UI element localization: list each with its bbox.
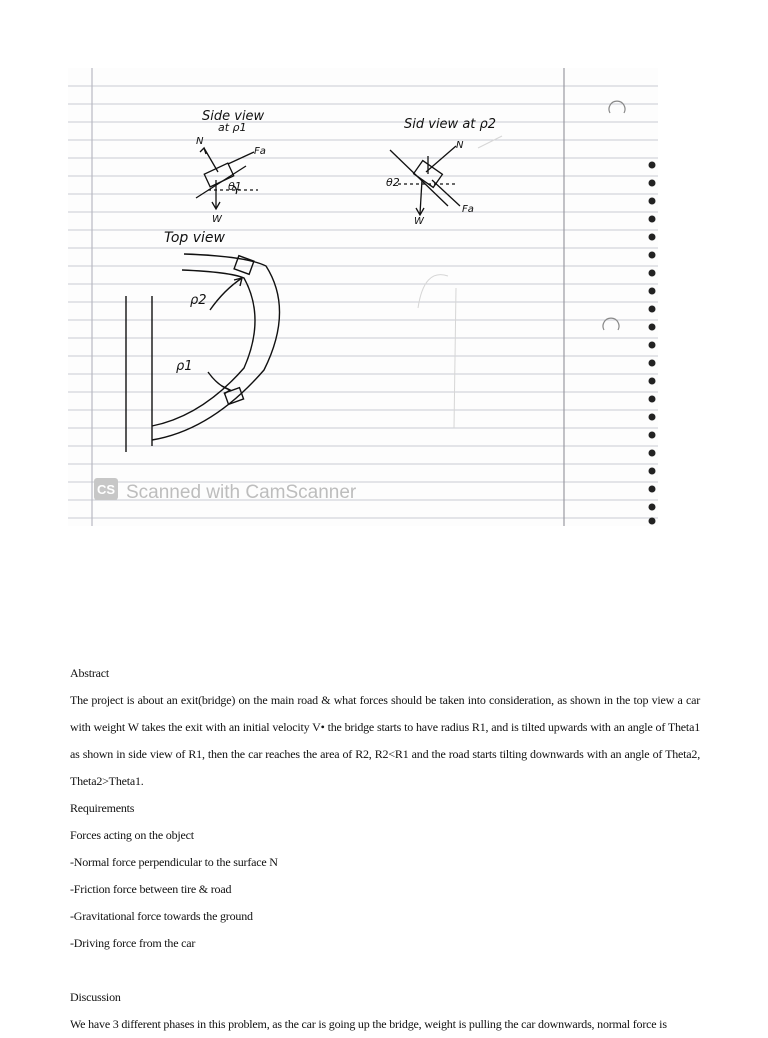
ruled-lines xyxy=(68,86,658,518)
scanned-notebook-page xyxy=(68,68,658,526)
side-view-2-label: Sid view at ρ2 xyxy=(404,117,497,132)
force-item-normal: -Normal force perpendicular to the surface N xyxy=(70,855,278,869)
side-view-1-sublabel: at ρ1 xyxy=(218,121,247,134)
side-view-2-sketch xyxy=(386,117,496,227)
theta1-label: θ1 xyxy=(228,180,242,193)
theta2-label: θ2 xyxy=(386,176,400,189)
force-item-gravity: -Gravitational force towards the ground xyxy=(70,909,253,923)
binding-holes xyxy=(603,101,625,330)
side-view-1-sketch xyxy=(196,109,266,225)
abstract-paragraph: The project is about an exit(bridge) on the main road & what forces should be taken into consideration, as shown in the top view a car with weight W takes the exit with an initial velocity V• the bridge starts to have radius R1, and is tilted upwards with an angle of Theta1 as shown in side view of R1, then the car reaches the area of R2, R2<R1 and the road starts tilting downwards with an angle of Theta2, Theta2>Theta1. xyxy=(70,693,700,788)
top-view-sketch xyxy=(126,230,280,452)
camscanner-watermark xyxy=(94,478,357,503)
fa-label-2: Fa xyxy=(462,204,474,215)
force-item-driving: -Driving force from the car xyxy=(70,936,196,950)
spiral-binding xyxy=(649,162,656,525)
w-label-1: W xyxy=(212,214,222,225)
paragraph-spacer xyxy=(70,957,700,984)
requirements-heading: Requirements xyxy=(70,801,135,815)
fa-label-1: Fa xyxy=(254,146,266,157)
n-label-2: N xyxy=(456,140,464,151)
discussion-paragraph: We have 3 different phases in this problem, as the car is going up the bridge, weight is pulling the car downwards, normal force is xyxy=(70,1017,667,1031)
n-label-1: N xyxy=(196,136,204,147)
faint-marks xyxy=(418,136,502,428)
rho2-label: ρ2 xyxy=(190,293,207,308)
discussion-heading: Discussion xyxy=(70,990,121,1004)
abstract-heading: Abstract xyxy=(70,666,110,680)
camscanner-logo-text: CS xyxy=(97,482,116,497)
force-item-friction: -Friction force between tire & road xyxy=(70,882,232,896)
rho1-label: ρ1 xyxy=(176,359,193,374)
forces-heading: Forces acting on the object xyxy=(70,828,194,842)
camscanner-text: Scanned with CamScanner xyxy=(126,482,357,503)
side-view-1-label: Side view xyxy=(202,109,265,124)
document-body xyxy=(70,660,700,1038)
w-label-2: W xyxy=(414,216,424,227)
top-view-label: Top view xyxy=(164,230,225,246)
